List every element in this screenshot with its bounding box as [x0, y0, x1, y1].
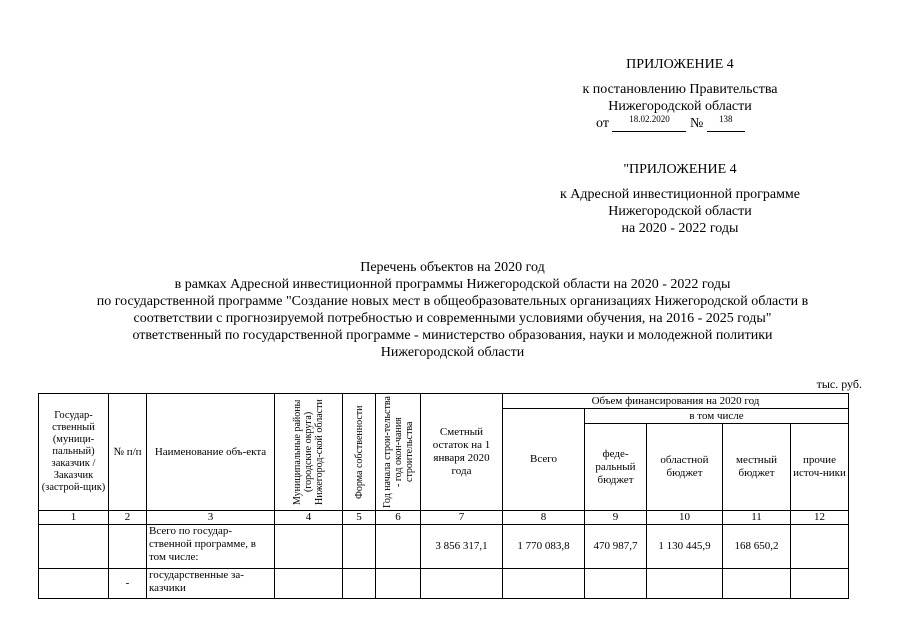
heading-line-6: Нижегородской области: [380, 345, 525, 360]
col-number: 8: [503, 511, 585, 525]
header-regional: областной бюджет: [647, 424, 723, 511]
objects-table: [38, 393, 849, 599]
cell-other: [791, 525, 849, 569]
header-years-cell: [376, 394, 421, 511]
header-customer: Государ-ственный (муници-пальный) заказчик / Заказчик (застрой-щик): [39, 394, 109, 511]
cell-ownership: [343, 569, 376, 599]
col-number: 1: [39, 511, 109, 525]
cell-customer: [39, 525, 109, 569]
date-field: [612, 114, 686, 132]
header-district-cell: [275, 394, 343, 511]
cell-years: [376, 569, 421, 599]
cell-regional: [647, 569, 723, 599]
cell-balance: [421, 569, 503, 599]
cell-balance: 3 856 317,1: [421, 525, 503, 569]
header-other: прочие источ-ники: [791, 424, 849, 511]
col-number: 2: [109, 511, 147, 525]
col-number: 9: [585, 511, 647, 525]
header-including: в том числе: [585, 409, 849, 424]
header-local: местный бюджет: [723, 424, 791, 511]
table-row: [39, 569, 849, 599]
heading-line-3: по государственной программе "Создание новых мест в общеобразовательных организациях Нижегородской области в: [96, 294, 809, 309]
heading-line-1: Перечень объектов на 2020 год: [360, 260, 545, 275]
cell-other: [791, 569, 849, 599]
cell-customer: [39, 569, 109, 599]
header-federal: феде-ральный бюджет: [585, 424, 647, 511]
header-total: Всего: [503, 409, 585, 511]
cell-regional: 1 130 445,9: [647, 525, 723, 569]
appendix2-line-3: на 2020 - 2022 годы: [621, 221, 739, 236]
cell-name: Всего по государ-ственной программе, в том числе:: [147, 525, 275, 569]
cell-years: [376, 525, 421, 569]
number-field: [707, 114, 745, 132]
col-number: 6: [376, 511, 421, 525]
appendix2-line-1: к Адресной инвестиционной программе: [559, 187, 801, 202]
header-years: Год начала строи-тельства - год окон-чания строительства: [381, 396, 415, 508]
from-label: от: [596, 116, 609, 131]
cell-ownership: [343, 525, 376, 569]
cell-federal: 470 987,7: [585, 525, 647, 569]
appendix2-title: "ПРИЛОЖЕНИЕ 4: [623, 162, 737, 177]
cell-name: государственные за-казчики: [147, 569, 275, 599]
header-balance: Сметный остаток на 1 января 2020 года: [421, 394, 503, 511]
col-number: 7: [421, 511, 503, 525]
header-district: Муниципальные районы (городские округа) Нижегород-ской области: [292, 399, 325, 505]
cell-district: [275, 569, 343, 599]
appendix-title: ПРИЛОЖЕНИЕ 4: [626, 57, 734, 72]
appendix-line-2: Нижегородской области: [608, 99, 752, 114]
header-name: Наименование объ-екта: [147, 394, 275, 511]
cell-num: [109, 525, 147, 569]
col-number: 12: [791, 511, 849, 525]
header-ownership-cell: [343, 394, 376, 511]
number-label: №: [689, 116, 704, 131]
heading-line-4: соответствии с прогнозируемой потребностью и современными условиями обучения, на 2016 - 2025 годы": [133, 311, 772, 326]
header-num: № п/п: [109, 394, 147, 511]
cell-federal: [585, 569, 647, 599]
cell-total: [503, 569, 585, 599]
col-number: 4: [275, 511, 343, 525]
cell-num: -: [109, 569, 147, 599]
appendix2-line-2: Нижегородской области: [608, 204, 752, 219]
appendix-line-1: к постановлению Правительства: [582, 82, 778, 97]
number-value: 138: [719, 114, 733, 124]
cell-total: 1 770 083,8: [503, 525, 585, 569]
header-funding: Объем финансирования на 2020 год: [503, 394, 849, 409]
table-row: [39, 525, 849, 569]
cell-local: [723, 569, 791, 599]
col-number: 11: [723, 511, 791, 525]
date-value: 18.02.2020: [629, 114, 670, 124]
cell-district: [275, 525, 343, 569]
col-number: 5: [343, 511, 376, 525]
heading-line-2: в рамках Адресной инвестиционной программы Нижегородской области на 2020 - 2022 годы: [174, 277, 731, 292]
appendix-date-line: [596, 115, 796, 132]
column-numbers-row: [39, 511, 849, 525]
col-number: 3: [147, 511, 275, 525]
heading-line-5: ответственный по государственной программе - министерство образования, науки и молодежной политики: [132, 328, 773, 343]
col-number: 10: [647, 511, 723, 525]
cell-local: 168 650,2: [723, 525, 791, 569]
header-ownership: Форма собственности: [353, 405, 365, 499]
units-label: тыс. руб.: [816, 377, 862, 391]
